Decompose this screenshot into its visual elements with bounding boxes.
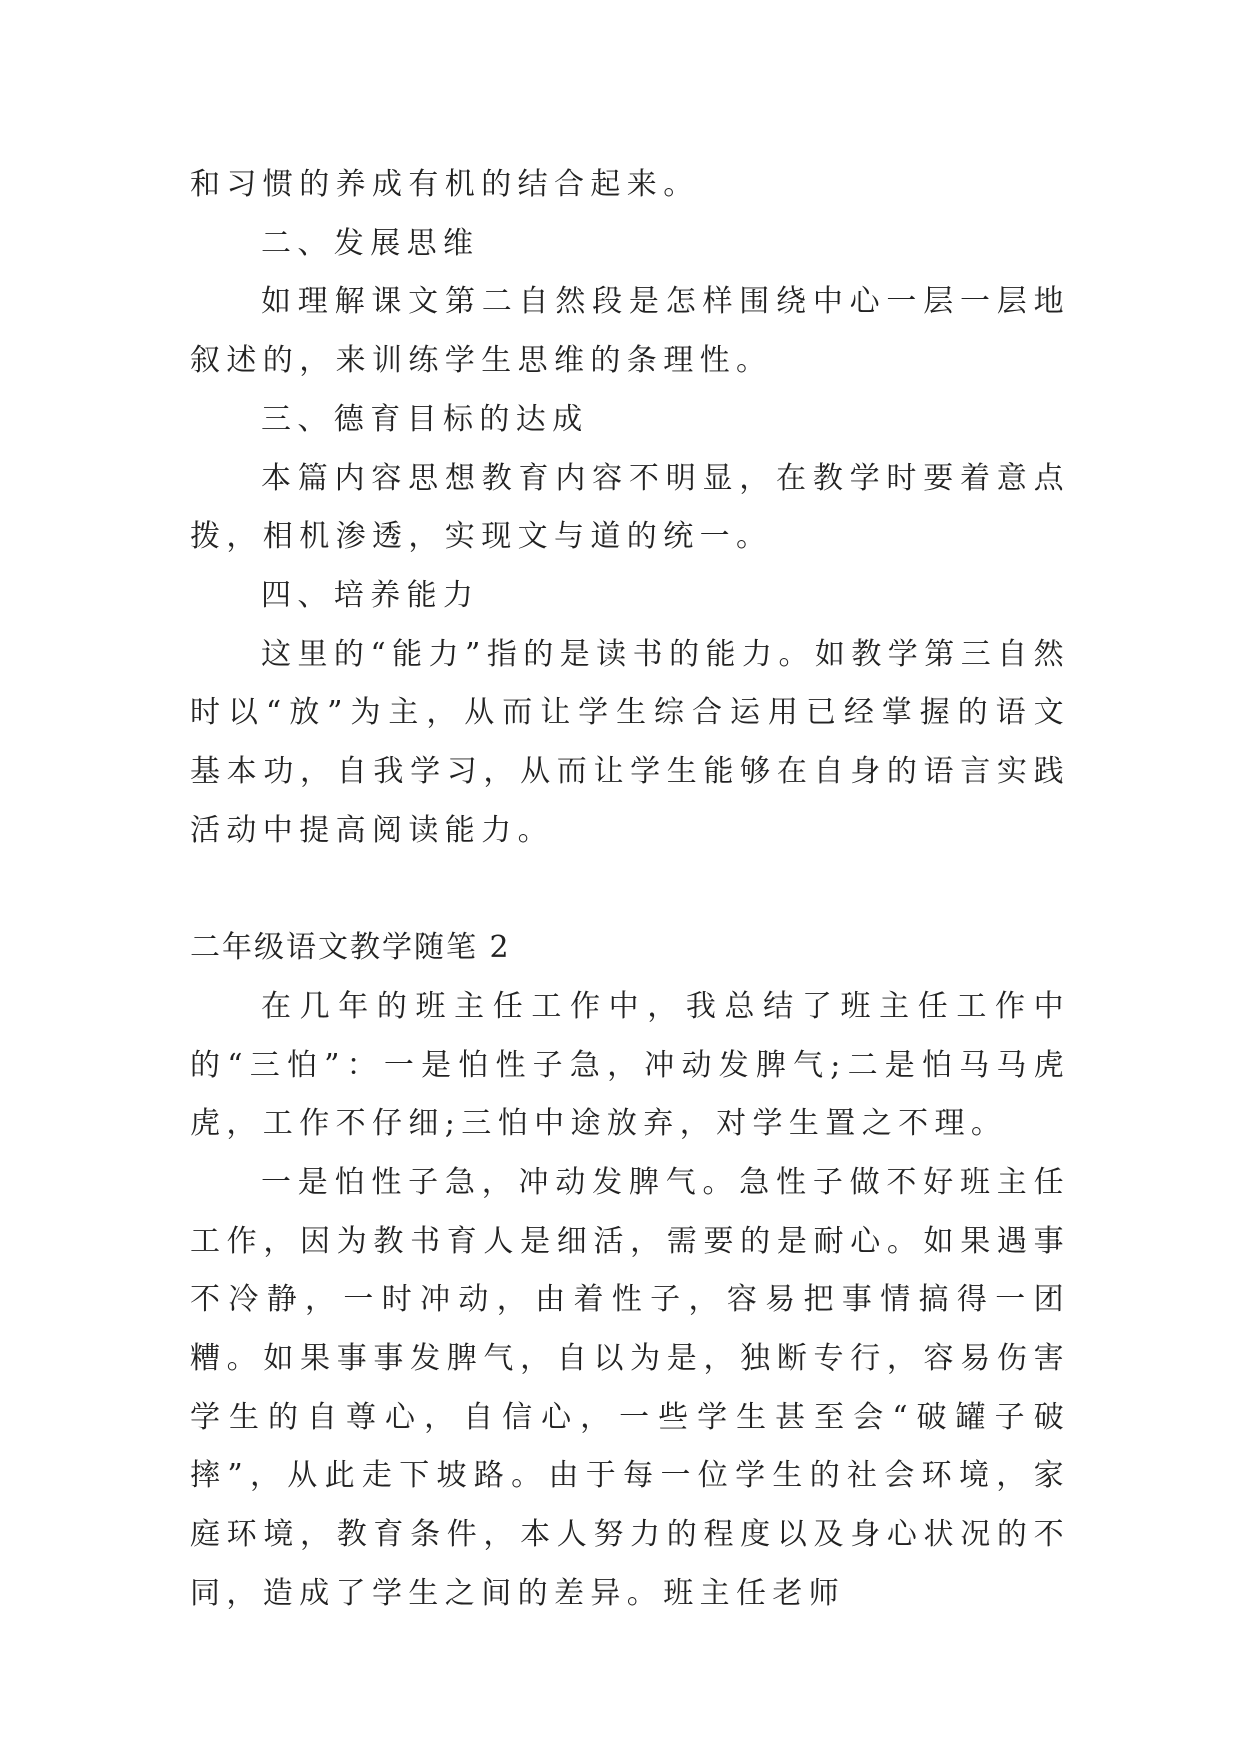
paragraph: 如理解课文第二自然段是怎样围绕中心一层一层地叙述的，来训练学生思维的条理性。 <box>190 284 1070 379</box>
paragraph: 一是怕性子急，冲动发脾气。急性子做不好班主任工作，因为教书育人是细活，需要的是耐心。如果遇事不冷静，一时冲动，由着性子，容易把事情搞得一团糟。如果事事发脾气，自以为是，独断专行，容易伤害学生的自尊心，自信心，一些学生甚至会“破罐子破摔”，从此走下坡路。由于每一位学生的社会环境，家庭环境，教育条件，本人努力的程度以及身心状况的不同，造成了学生之间的差异。班主任老师 <box>190 1164 1070 1611</box>
paragraph: 和习惯的养成有机的结合起来。 <box>190 167 700 202</box>
heading-cultivate-ability: 四、培养能力 <box>261 577 480 613</box>
paragraph: 本篇内容思想教育内容不明显，在教学时要着意点拨，相机渗透，实现文与道的统一。 <box>190 460 1070 555</box>
heading-moral-goals: 三、德育目标的达成 <box>261 401 589 437</box>
section-title: 二年级语文教学随笔 2 <box>190 930 511 966</box>
heading-develop-thinking: 二、发展思维 <box>261 225 480 261</box>
paragraph: 在几年的班主任工作中，我总结了班主任工作中的“三怕”：一是怕性子急，冲动发脾气;二是怕马马虎虎，工作不仔细;三怕中途放弃，对学生置之不理。 <box>190 988 1070 1142</box>
document-body <box>190 156 1070 1624</box>
paragraph: 这里的“能力”指的是读书的能力。如教学第三自然时以“放”为主，从而让学生综合运用已经掌握的语文基本功，自我学习，从而让学生能够在自身的语言实践活动中提高阅读能力。 <box>190 636 1070 848</box>
